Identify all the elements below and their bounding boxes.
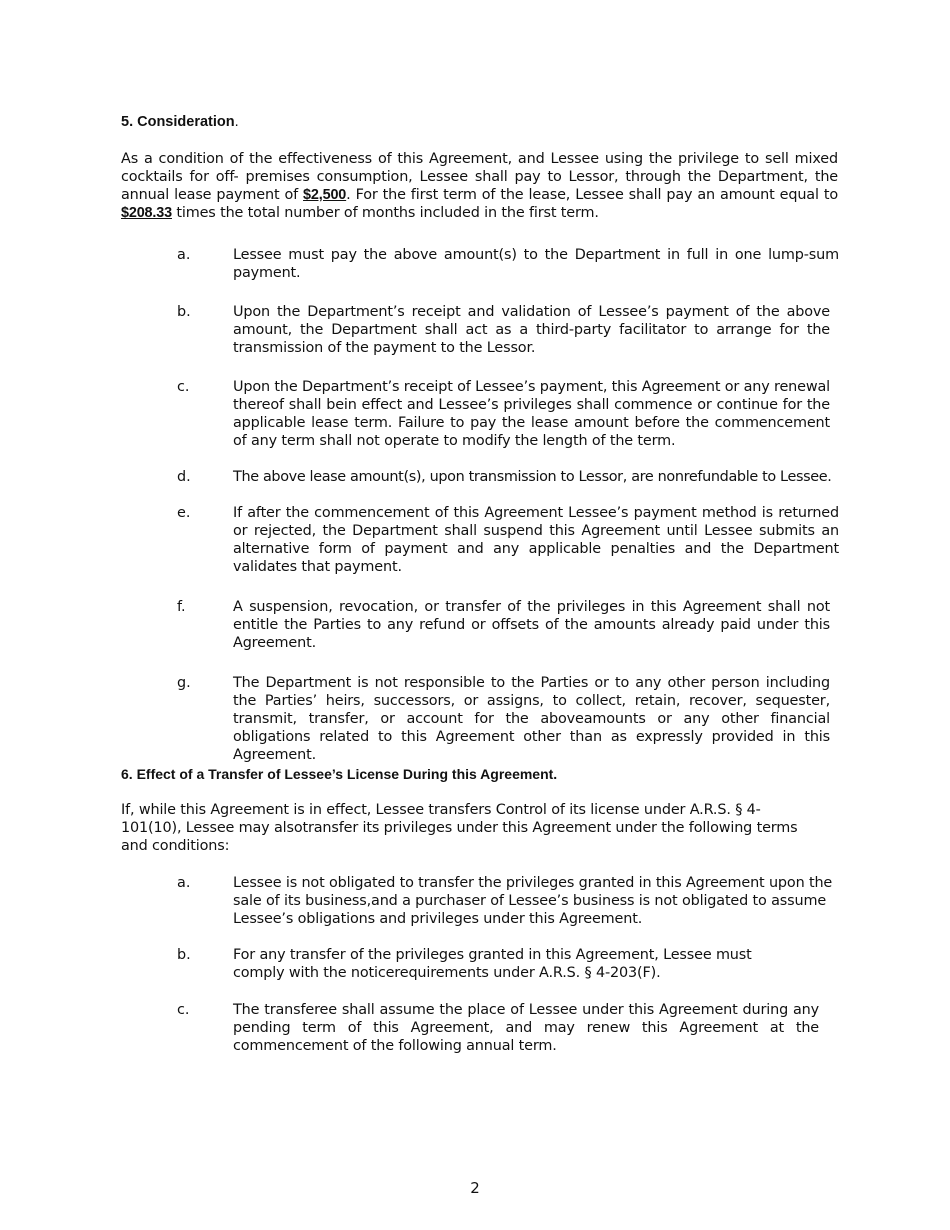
list-item-letter: a.: [177, 875, 191, 891]
list-item-letter: f.: [177, 599, 186, 615]
list-item-letter: c.: [177, 1002, 190, 1018]
list-item-text: Upon the Department’s receipt of Lessee’s payment, this Agreement or any renewal thereof shall bein effect and Lessee’s privileges shall commence or continue for the applicable lease term. Failure to pay the lease amount before the commencement of any term shall not operate to modify the length of the term.: [233, 379, 830, 449]
section-6-intro: If, while this Agreement is in effect, Lessee transfers Control of its license under A.R.S. § 4-101(10), Lessee may alsotransfer its privileges under this Agreement under the following terms and conditions:: [121, 802, 798, 854]
annual-amount: $2,500: [303, 187, 347, 203]
list-item-letter: c.: [177, 379, 190, 395]
list-item-letter: d.: [177, 469, 191, 485]
section-5-heading: 5. Consideration.: [121, 114, 239, 130]
monthly-amount: $208.33: [121, 205, 172, 221]
list-item-letter: b.: [177, 947, 191, 963]
list-item-text: Lessee is not obligated to transfer the privileges granted in this Agreement upon the sale of its business,and a purchaser of Lessee’s business is not obligated to assume Lessee’s obligations and privileges under this Agreement.: [233, 875, 833, 927]
list-item-text: A suspension, revocation, or transfer of the privileges in this Agreement shall not entitle the Parties to any refund or offsets of the amounts already paid under this Agreement.: [233, 599, 830, 651]
list-item-text: Upon the Department’s receipt and validation of Lessee’s payment of the above amount, the Department shall act as a third-party facilitator to arrange for the transmission of the payment to the Lessor.: [233, 304, 830, 356]
section-6-heading: 6. Effect of a Transfer of Lessee’s License During this Agreement.: [121, 766, 558, 782]
list-item-text: The above lease amount(s), upon transmission to Lessor, are nonrefundable to Lessee.: [233, 469, 832, 485]
list-item-text: The transferee shall assume the place of Lessee under this Agreement during any pending term of this Agreement, and may renew this Agreement at the commencement of the following annual term.: [233, 1002, 819, 1054]
list-item-letter: b.: [177, 304, 191, 320]
list-item-text: Lessee must pay the above amount(s) to the Department in full in one lump-sum payment.: [233, 247, 839, 281]
page-number: 2: [470, 1179, 480, 1197]
list-item-letter: g.: [177, 675, 191, 691]
list-item-text: If after the commencement of this Agreement Lessee’s payment method is returned or rejected, the Department shall suspend this Agreement until Lessee submits an alternative form of payment and any applicable penalties and the Department validates that payment.: [233, 505, 839, 575]
section-5-intro: As a condition of the effectiveness of this Agreement, and Lessee using the privilege to sell mixed cocktails for off- premises consumption, Lessee shall pay to Lessor, through the Department, the annual lease payment of $2,500. For the first term of the lease, Lessee shall pay an amount equal to $208.33 times the total number of months included in the first term.: [121, 151, 838, 221]
list-item-letter: a.: [177, 247, 191, 263]
list-item-text: The Department is not responsible to the Parties or to any other person including the Parties’ heirs, successors, or assigns, to collect, retain, recover, sequester, transmit, transfer, or account for the aboveamounts or any other financial obligations related to this Agreement other than as expressly provided in this Agreement.: [233, 675, 830, 763]
list-item-letter: e.: [177, 505, 191, 521]
list-item-text: For any transfer of the privileges granted in this Agreement, Lessee must comply with the noticerequirements under A.R.S. § 4-203(F).: [233, 947, 752, 981]
